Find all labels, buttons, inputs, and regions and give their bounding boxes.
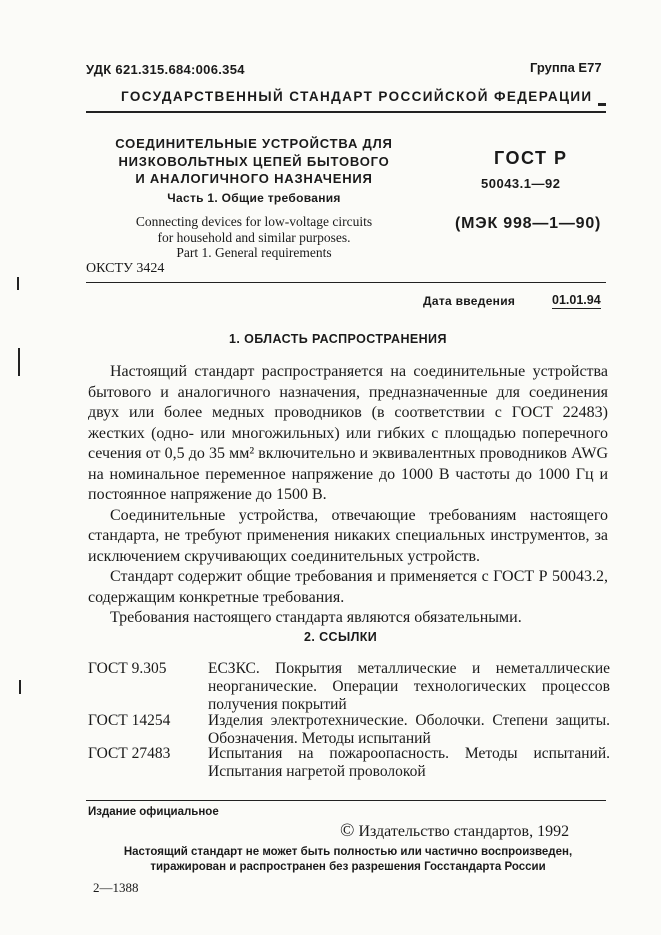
section1-body	[88, 362, 608, 629]
title-ru-line-1: СОЕДИНИТЕЛЬНЫЕ УСТРОЙСТВА ДЛЯ	[115, 136, 393, 151]
page-code: 2—1388	[93, 880, 139, 895]
copyright-text: Издательство стандартов, 1992	[358, 823, 570, 840]
gost-number: 50043.1—92	[481, 176, 561, 191]
reference-code: ГОСТ 14254	[88, 712, 171, 729]
scan-mark	[598, 103, 606, 106]
copyright	[340, 820, 569, 842]
intro-date-value: 01.01.94	[552, 293, 601, 307]
copyright-icon: ©	[340, 820, 355, 841]
section1-heading: 1. ОБЛАСТЬ РАСПРОСТРАНЕНИЯ	[229, 332, 447, 346]
section1-paragraph-3: Стандарт содержит общие требования и применяется с ГОСТ Р 50043.2, содержащим конкретные требования.	[88, 568, 608, 606]
title-en-line-2: for household and similar purposes.	[157, 229, 351, 245]
section2-heading: 2. ССЫЛКИ	[304, 630, 378, 644]
reference-code: ГОСТ 27483	[88, 745, 171, 762]
title-en-line-1: Connecting devices for low-voltage circuits	[135, 214, 373, 229]
section1-paragraph-1: Настоящий стандарт распространяется на соединительные устройства бытового и аналогичного назначения, предназначенные для соединения двух или более медных проводников (в соответствии с ГОСТ 22483) жестких (одно- или многожильных) или гибких с площадью поперечного сечения от 0,5 до 35 мм² включительно и эквивалентных проводников AWG на номинальное переменное напряжение до 1000 В частоты до 1000 Гц и постоянное напряжение до 1500 В.	[88, 363, 608, 503]
reference-title: ЕСЗКС. Покрытия металлические и неметаллические неорганические. Операции технологических процессов получения покрытий	[208, 660, 610, 713]
scan-mark	[17, 277, 19, 290]
intro-date-label: Дата введения	[423, 294, 516, 308]
scan-mark	[18, 348, 20, 376]
official-edition: Издание официальное	[88, 806, 219, 818]
state-standard-title: ГОСУДАРСТВЕННЫЙ СТАНДАРТ РОССИЙСКОЙ ФЕДЕРАЦИИ	[121, 89, 593, 104]
title-en-line-3: Part 1. General requirements	[176, 245, 332, 260]
title-ru-line-3: И АНАЛОГИЧНОГО НАЗНАЧЕНИЯ	[135, 171, 373, 186]
footer-rule	[86, 800, 606, 801]
reference-title: Испытания на пожароопасность. Методы испытаний. Испытания нагретой проволокой	[208, 745, 610, 780]
part-title-ru: Часть 1. Общие требования	[167, 191, 341, 205]
section1-paragraph-2: Соединительные устройства, отвечающие требованиям настоящего стандарта, не требуют применения никаких специальных инструментов, за исключением скручивающих соединительных устройств.	[88, 506, 608, 565]
notice-line-1: Настоящий стандарт не может быть полностью или частично воспроизведен,	[123, 846, 573, 858]
notice-line-2: тиражирован и распространен без разрешения Госстандарта России	[150, 861, 546, 873]
okstu-code: ОКСТУ 3424	[86, 261, 165, 276]
header-rule	[86, 111, 606, 113]
title-en	[96, 214, 412, 261]
reference-code: ГОСТ 9.305	[88, 660, 167, 677]
title-rule	[86, 282, 606, 283]
iec-number: (МЭК 998—1—90)	[455, 215, 602, 232]
section1-paragraph-4: Требования настоящего стандарта являются обязательными.	[110, 609, 522, 626]
reproduction-notice	[88, 845, 608, 875]
title-ru-line-2: НИЗКОВОЛЬТНЫХ ЦЕПЕЙ БЫТОВОГО	[118, 153, 390, 169]
reference-title: Изделия электротехнические. Оболочки. Степени защиты. Обозначения. Методы испытаний	[208, 712, 610, 747]
group-code: Группа Е77	[530, 60, 602, 75]
udk-code: УДК 621.315.684:006.354	[86, 62, 245, 77]
gost-label: ГОСТ Р	[494, 148, 568, 168]
scan-mark	[19, 680, 21, 694]
title-ru	[96, 135, 412, 188]
